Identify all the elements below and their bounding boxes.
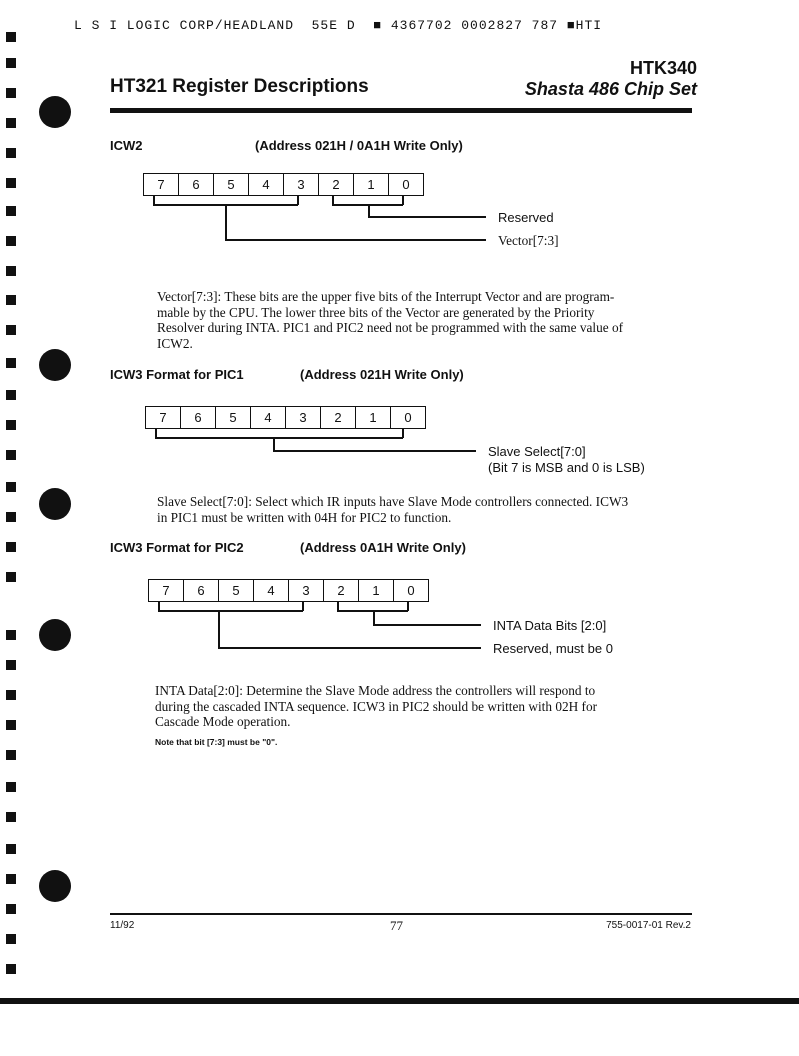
field-label: (Bit 7 is MSB and 0 is LSB) bbox=[488, 460, 645, 475]
description-line: Cascade Mode operation. bbox=[155, 714, 291, 729]
section-title: ICW2 bbox=[110, 138, 143, 153]
margin-mark bbox=[6, 358, 16, 368]
section-note: Note that bit [7:3] must be "0". bbox=[155, 737, 278, 747]
bit-cell: 2 bbox=[319, 174, 354, 195]
margin-mark bbox=[6, 148, 16, 158]
bit-cell: 4 bbox=[254, 580, 289, 601]
margin-mark bbox=[6, 118, 16, 128]
bit-cell: 0 bbox=[407, 583, 415, 598]
bit-cell: 4 bbox=[249, 174, 284, 195]
bit-cell: 3 bbox=[286, 407, 321, 428]
margin-mark bbox=[6, 782, 16, 792]
bit-cell: 1 bbox=[354, 174, 389, 195]
margin-mark bbox=[6, 630, 16, 640]
leader-line bbox=[218, 647, 481, 649]
bit-cell: 2 bbox=[324, 580, 359, 601]
description-line: Slave Select[7:0]: Select which IR inputs have Slave Mode controllers connected. ICW3 bbox=[157, 494, 629, 509]
bracket-line bbox=[158, 610, 303, 612]
margin-mark bbox=[6, 812, 16, 822]
margin-mark bbox=[6, 450, 16, 460]
margin-mark bbox=[6, 295, 16, 305]
description-line: INTA Data[2:0]: Determine the Slave Mode address the controllers will respond to bbox=[155, 683, 596, 698]
margin-mark bbox=[6, 874, 16, 884]
leader-line bbox=[273, 450, 476, 452]
margin-mark bbox=[6, 58, 16, 68]
section-description bbox=[157, 494, 628, 525]
margin-mark bbox=[6, 750, 16, 760]
punch-hole bbox=[39, 349, 71, 381]
description-line: during the cascaded INTA sequence. ICW3 in PIC2 should be written with 02H for bbox=[155, 698, 598, 714]
margin-mark bbox=[6, 88, 16, 98]
leader-line bbox=[373, 624, 481, 626]
margin-mark bbox=[6, 236, 16, 246]
field-label: Reserved bbox=[498, 210, 554, 225]
margin-mark bbox=[6, 266, 16, 276]
bit-cell: 3 bbox=[289, 580, 324, 601]
company-code: HTK340 bbox=[629, 58, 697, 78]
margin-mark bbox=[6, 542, 16, 552]
bit-cell: 5 bbox=[216, 407, 251, 428]
bit-cell: 7 bbox=[149, 580, 184, 601]
margin-mark bbox=[6, 690, 16, 700]
field-label: Slave Select[7:0] bbox=[488, 444, 586, 459]
margin-mark bbox=[6, 660, 16, 670]
header-rule bbox=[110, 108, 692, 113]
margin-mark bbox=[6, 325, 16, 335]
chipset-name: Shasta 486 Chip Set bbox=[524, 79, 697, 99]
bit-cell: 1 bbox=[359, 580, 394, 601]
margin-mark bbox=[6, 206, 16, 216]
margin-mark bbox=[6, 420, 16, 430]
leader-line bbox=[225, 205, 227, 240]
margin-mark bbox=[6, 512, 16, 522]
bit-cell: 5 bbox=[214, 174, 249, 195]
punch-hole bbox=[39, 619, 71, 651]
bit-cell: 6 bbox=[179, 174, 214, 195]
field-label: INTA Data Bits [2:0] bbox=[493, 618, 607, 633]
margin-mark bbox=[6, 178, 16, 188]
margin-mark bbox=[6, 964, 16, 974]
footer-rule bbox=[110, 913, 692, 915]
field-label: Vector[7:3] bbox=[498, 233, 559, 248]
bit-cell: 6 bbox=[181, 407, 216, 428]
description-line: ICW2. bbox=[157, 335, 193, 351]
margin-mark bbox=[6, 390, 16, 400]
margin-mark bbox=[6, 32, 16, 42]
section-address: (Address 021H / 0A1H Write Only) bbox=[255, 138, 463, 153]
footer-date: 11/92 bbox=[110, 920, 135, 931]
bit-cell: 6 bbox=[184, 580, 219, 601]
punch-hole bbox=[39, 488, 71, 520]
section-title: ICW3 Format for PIC2 bbox=[110, 540, 244, 555]
bit-cell: 0 bbox=[404, 410, 412, 425]
bit-cell: 7 bbox=[144, 174, 179, 195]
margin-mark bbox=[6, 904, 16, 914]
register-bitmap bbox=[145, 406, 426, 429]
section-address: (Address 0A1H Write Only) bbox=[300, 540, 466, 555]
bit-cell: 5 bbox=[219, 580, 254, 601]
margin-mark bbox=[6, 572, 16, 582]
section-address: (Address 021H Write Only) bbox=[300, 367, 464, 382]
leader-line bbox=[225, 239, 486, 241]
leader-line bbox=[218, 611, 220, 648]
leader-line bbox=[373, 611, 375, 625]
bit-cell: 1 bbox=[356, 407, 391, 428]
margin-mark bbox=[6, 720, 16, 730]
bit-cell: 2 bbox=[321, 407, 356, 428]
margin-mark bbox=[6, 844, 16, 854]
bit-cell: 7 bbox=[146, 407, 181, 428]
bit-cell: 4 bbox=[251, 407, 286, 428]
register-bitmap bbox=[143, 173, 424, 196]
description-line: Resolver during INTA. PIC1 and PIC2 need not be programmed with the same value of bbox=[157, 320, 624, 335]
bracket-line bbox=[155, 437, 403, 439]
field-label: Reserved, must be 0 bbox=[493, 641, 613, 656]
punch-hole bbox=[39, 870, 71, 902]
section-description bbox=[155, 683, 597, 730]
description-line: mable by the CPU. The lower three bits of the Vector are generated by the Priority bbox=[157, 304, 595, 320]
page-number: 77 bbox=[390, 918, 403, 933]
section-title: ICW3 Format for PIC1 bbox=[110, 367, 244, 382]
leader-line bbox=[368, 216, 486, 218]
page-title: HT321 Register Descriptions bbox=[110, 76, 369, 97]
bit-cell: 0 bbox=[402, 177, 410, 192]
description-line: Vector[7:3]: These bits are the upper five bits of the Interrupt Vector and are program- bbox=[157, 289, 615, 304]
document-number: 755-0017-01 Rev.2 bbox=[606, 920, 691, 931]
punch-hole bbox=[39, 96, 71, 128]
bit-cell: 3 bbox=[284, 174, 319, 195]
scan-header: L S I LOGIC CORP/HEADLAND 55E D ■ 4367702 0002827 787 ■HTI bbox=[74, 18, 603, 33]
description-line: in PIC1 must be written with 04H for PIC2 to function. bbox=[157, 509, 452, 525]
margin-mark bbox=[6, 934, 16, 944]
margin-mark bbox=[6, 482, 16, 492]
register-bitmap bbox=[148, 579, 429, 602]
scan-bottom-edge bbox=[0, 998, 799, 1004]
section-description bbox=[157, 289, 623, 351]
